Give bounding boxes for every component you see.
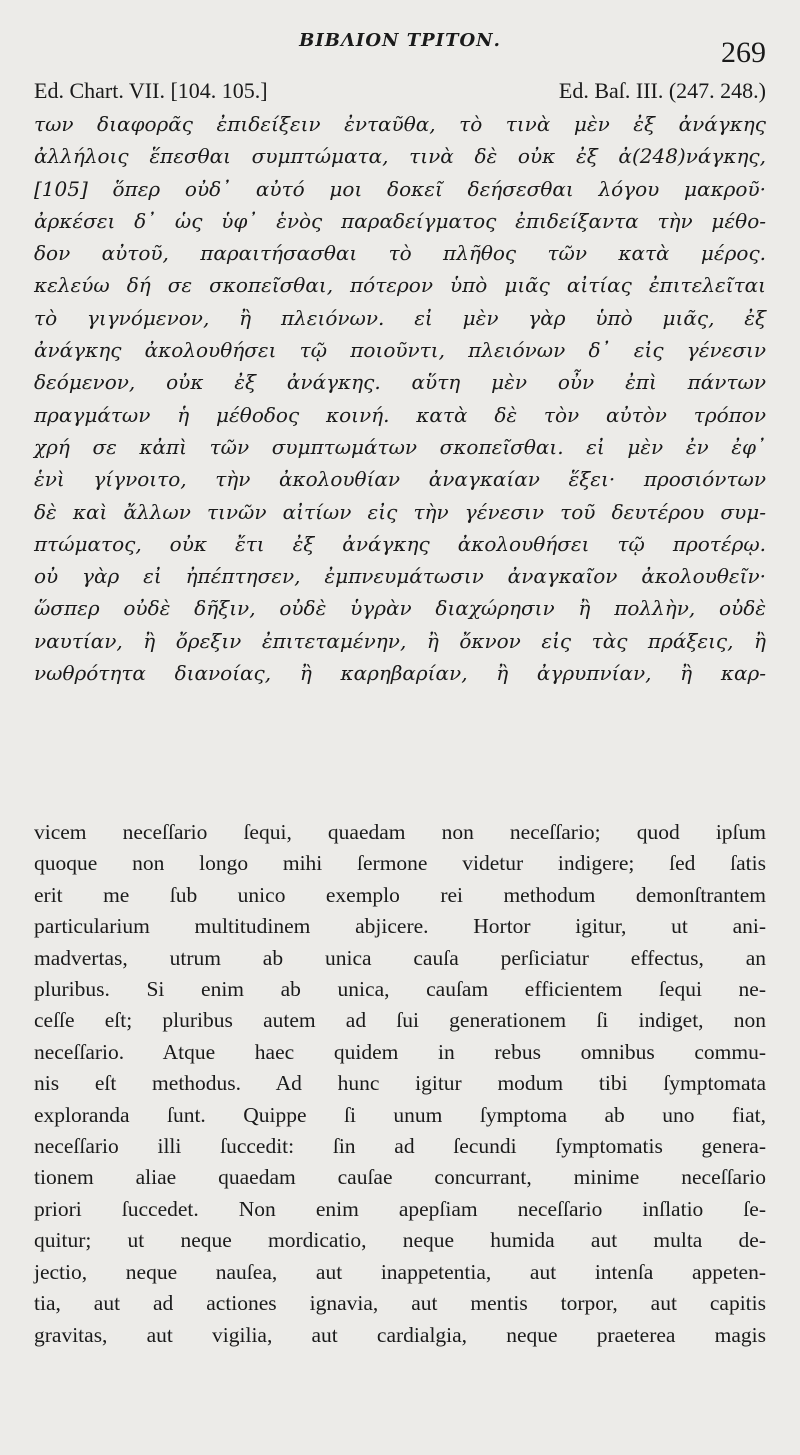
greek-text-line: κελεύω δή σε σκοπεῖσθαι, πότερον ὑπὸ μιᾶς αἰτίας ἐπιτελεῖται xyxy=(34,273,766,298)
latin-text-line: jectio, neque nauſea, aut inappetentia, aut intenſa appeten- xyxy=(34,1259,766,1284)
greek-text-line: ἀνάγκης ἀκολουθήσει τῷ ποιοῦντι, πλειόνων δ᾽ εἰς γένεσιν xyxy=(34,338,766,363)
greek-text-line: των διαφορᾶς ἐπιδείξειν ἐνταῦθα, τὸ τινὰ μὲν ἐξ ἀνάγκης xyxy=(34,112,766,136)
greek-text-line: τὸ γιγνόμενον, ἢ πλειόνων. εἰ μὲν γὰρ ὑπὸ μιᾶς, ἐξ xyxy=(34,305,766,330)
greek-text-line: ἀλλήλοις ἕπεσθαι συμπτώματα, τινὰ δὲ οὐκ ἐξ ἀ(248)νάγκης, xyxy=(34,144,766,169)
latin-text-line: neceſſario illi ſuccedit: ſin ad ſecundi ſymptomatis genera- xyxy=(34,1134,766,1159)
latin-text-line: quitur; ut neque mordicatio, neque humida aut multa de- xyxy=(34,1228,766,1253)
latin-text-line: tionem aliae quaedam cauſae concurrant, minime neceſſario xyxy=(34,1165,766,1190)
latin-text-line: exploranda ſunt. Quippe ſi unum ſymptoma ab uno fiat, xyxy=(34,1102,766,1127)
running-head: BIBΛΙΟΝ ΤΡΙΤΟΝ. xyxy=(299,30,501,51)
latin-text-line: gravitas, aut vigilia, aut cardialgia, neque praeterea magis xyxy=(34,1322,766,1347)
latin-text-line: madvertas, utrum ab unica cauſa perſiciatur effectus, an xyxy=(34,945,766,970)
latin-text-line: tia, aut ad actiones ignavia, aut mentis torpor, aut capitis xyxy=(34,1291,766,1316)
latin-text-line: erit me ſub unico exemplo rei methodum demonſtrantem xyxy=(34,882,766,907)
greek-text-line: [105] ὅπερ οὐδ᾽ αὐτό μοι δοκεῖ δεήσεσθαι λόγου μακροῦ· xyxy=(34,176,766,201)
greek-text-line: πτώματος, οὐκ ἔτι ἐξ ἀνάγκης ἀκολουθήσει τῷ προτέρῳ. xyxy=(34,531,766,556)
latin-text-line: vicem neceſſario ſequi, quaedam non neceſſario; quod ipſum xyxy=(34,820,766,844)
greek-text-line: δον αὐτοῦ, παραιτήσασθαι τὸ πλῆθος τῶν κατὰ μέρος. xyxy=(34,241,766,266)
greek-text-line: ἀρκέσει δ᾽ ὡς ὑφ᾽ ἑνὸς παραδείγματος ἐπιδείξαντα τὴν μέθο- xyxy=(34,208,766,233)
edition-references xyxy=(34,78,766,106)
latin-text-line: nis eſt methodus. Ad hunc igitur modum tibi ſymptomata xyxy=(34,1071,766,1096)
greek-text-block xyxy=(34,108,766,689)
latin-text-line: quoque non longo mihi ſermone videtur indigere; ſed ſatis xyxy=(34,851,766,876)
edition-chart-reference: Ed. Chart. VII. [104. 105.] xyxy=(34,78,268,103)
greek-text-line: χρή σε κἀπὶ τῶν συμπτωμάτων σκοπεῖσθαι. εἰ μὲν ἐν ἐφ᾽ xyxy=(34,434,766,459)
latin-text-line: particularium multitudinem abjicere. Hortor igitur, ut ani- xyxy=(34,914,766,939)
greek-text-line: οὐ γὰρ εἰ ἠπέπτησεν, ἐμπνευμάτωσιν ἀναγκαῖον ἀκολουθεῖν· xyxy=(34,564,766,589)
page-number: 269 xyxy=(721,36,766,69)
latin-text-block xyxy=(34,817,766,1351)
greek-text-line: δὲ καὶ ἄλλων τινῶν αἰτίων εἰς τὴν γένεσιν τοῦ δευτέρου συμ- xyxy=(34,499,766,524)
greek-text-line: δεόμενον, οὐκ ἐξ ἀνάγκης. αὕτη μὲν οὖν ἐπὶ πάντων xyxy=(34,370,766,395)
latin-text-line: neceſſario. Atque haec quidem in rebus omnibus commu- xyxy=(34,1039,766,1064)
edition-basel-reference: Ed. Baſ. III. (247. 248.) xyxy=(558,78,766,103)
greek-text-line: πραγμάτων ἡ μέθοδος κοινή. κατὰ δὲ τὸν αὐτὸν τρόπον xyxy=(34,402,766,427)
greek-text-line: ὥσπερ οὐδὲ δῆξιν, οὐδὲ ὑγρὰν διαχώρησιν ἢ πολλὴν, οὐδὲ xyxy=(34,596,766,621)
greek-text-line: ναυτίαν, ἢ ὄρεξιν ἐπιτεταμένην, ἢ ὄκνον εἰς τὰς πράξεις, ἢ xyxy=(34,628,766,653)
greek-text-line: ἑνὶ γίγνοιτο, τὴν ἀκολουθίαν ἀναγκαίαν ἕξει· προσιόντων xyxy=(34,467,766,492)
greek-text-line: νωθρότητα διανοίας, ἢ καρηβαρίαν, ἢ ἀγρυπνίαν, ἢ καρ- xyxy=(34,661,766,686)
latin-text-line: priori ſuccedet. Non enim apepſiam neceſſario inſlatio ſe- xyxy=(34,1196,766,1221)
latin-text-line: pluribus. Si enim ab unica, cauſam efficientem ſequi ne- xyxy=(34,977,766,1002)
latin-text-line: ceſſe eſt; pluribus autem ad ſui generationem ſi indiget, non xyxy=(34,1008,766,1033)
